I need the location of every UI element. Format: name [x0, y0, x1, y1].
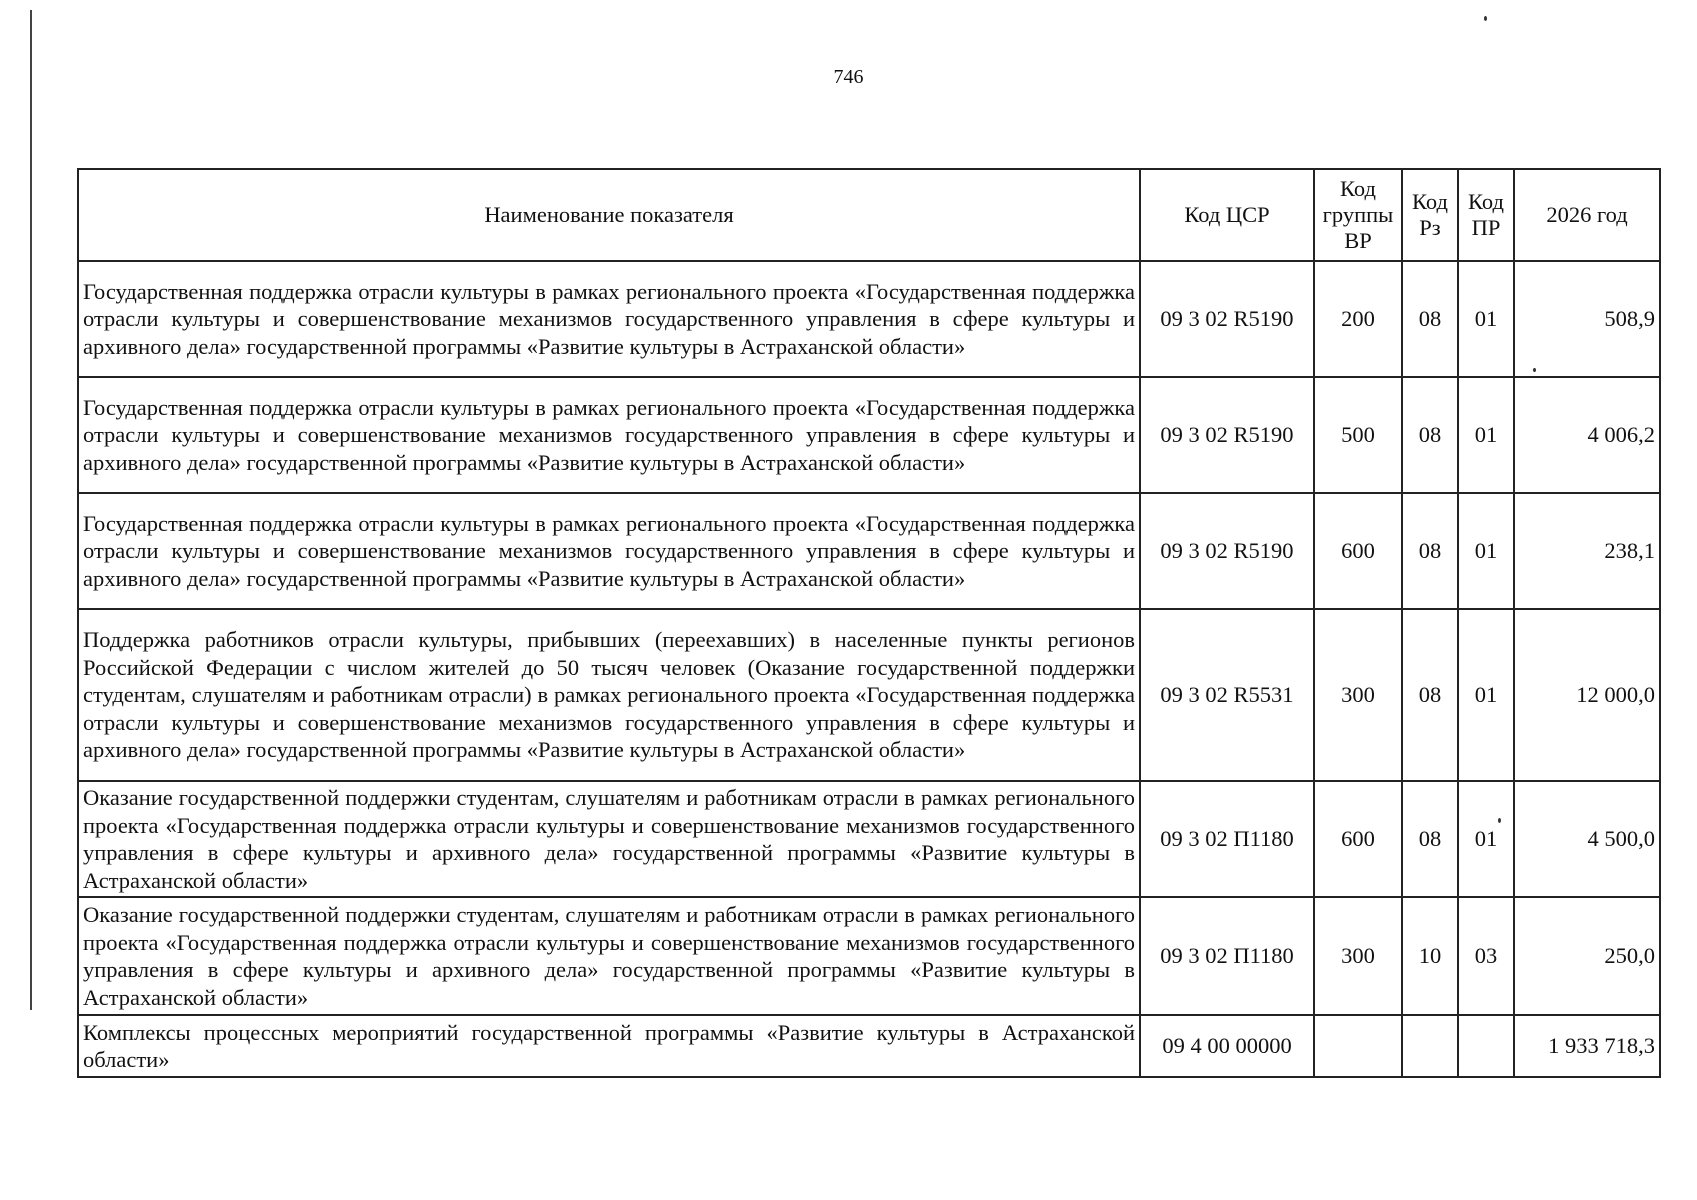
- table-row: [78, 781, 1660, 897]
- row-rz-code: 08: [1402, 377, 1458, 493]
- scan-speck: [1484, 16, 1487, 21]
- table-row: [78, 377, 1660, 493]
- row-csr-code: 09 3 02 П1180: [1140, 897, 1314, 1015]
- page-number: 746: [833, 66, 864, 88]
- row-vr-code: 300: [1314, 897, 1402, 1015]
- row-rz-code: [1402, 1015, 1458, 1077]
- row-vr-code: 500: [1314, 377, 1402, 493]
- row-name: Государственная поддержка отрасли культуры в рамках регионального проекта «Государственная поддержка отрасли культуры и совершенствование механизмов государственного управления в сфере культуры и архивного дела» государственной программы «Развитие культуры в Астраханской области»: [78, 261, 1140, 377]
- row-pr-code: 01: [1458, 377, 1514, 493]
- header-vr-group-code: Код группы ВР: [1314, 169, 1402, 261]
- row-csr-code: 09 4 00 00000: [1140, 1015, 1314, 1077]
- row-pr-code: 01: [1458, 781, 1514, 897]
- row-vr-code: 600: [1314, 781, 1402, 897]
- row-rz-code: 08: [1402, 609, 1458, 781]
- row-rz-code: 10: [1402, 897, 1458, 1015]
- row-amount: 4 006,2: [1514, 377, 1660, 493]
- row-name: Оказание государственной поддержки студентам, слушателям и работникам отрасли в рамках регионального проекта «Государственная поддержка отрасли культуры и совершенствование механизмов государственного управления в сфере культуры и архивного дела» государственной программы «Развитие культуры в Астраханской области»: [78, 897, 1140, 1015]
- row-vr-code: 300: [1314, 609, 1402, 781]
- row-pr-code: 01: [1458, 261, 1514, 377]
- row-pr-code: [1458, 1015, 1514, 1077]
- row-amount: 238,1: [1514, 493, 1660, 609]
- header-name: Наименование показателя: [78, 169, 1140, 261]
- table-row: [78, 897, 1660, 1015]
- row-csr-code: 09 3 02 R5190: [1140, 261, 1314, 377]
- row-vr-code: [1314, 1015, 1402, 1077]
- table-row: [78, 1015, 1660, 1077]
- header-pr-code: Код ПР: [1458, 169, 1514, 261]
- table-row: [78, 609, 1660, 781]
- table-row: [78, 493, 1660, 609]
- budget-table: [77, 168, 1661, 1078]
- row-amount: 12 000,0: [1514, 609, 1660, 781]
- row-csr-code: 09 3 02 R5190: [1140, 493, 1314, 609]
- row-vr-code: 200: [1314, 261, 1402, 377]
- row-name: Государственная поддержка отрасли культуры в рамках регионального проекта «Государственная поддержка отрасли культуры и совершенствование механизмов государственного управления в сфере культуры и архивного дела» государственной программы «Развитие культуры в Астраханской области»: [78, 493, 1140, 609]
- row-pr-code: 03: [1458, 897, 1514, 1015]
- scan-edge-line: [30, 10, 32, 1010]
- header-row: [78, 169, 1660, 261]
- row-rz-code: 08: [1402, 493, 1458, 609]
- row-rz-code: 08: [1402, 781, 1458, 897]
- row-pr-code: 01: [1458, 609, 1514, 781]
- row-amount: 4 500,0: [1514, 781, 1660, 897]
- row-name: Государственная поддержка отрасли культуры в рамках регионального проекта «Государственная поддержка отрасли культуры и совершенствование механизмов государственного управления в сфере культуры и архивного дела» государственной программы «Развитие культуры в Астраханской области»: [78, 377, 1140, 493]
- row-vr-code: 600: [1314, 493, 1402, 609]
- header-rz-code: Код Рз: [1402, 169, 1458, 261]
- row-amount: 508,9: [1514, 261, 1660, 377]
- header-csr-code: Код ЦСР: [1140, 169, 1314, 261]
- row-name: Комплексы процессных мероприятий государственной программы «Развитие культуры в Астраханской области»: [78, 1015, 1140, 1077]
- row-pr-code: 01: [1458, 493, 1514, 609]
- row-csr-code: 09 3 02 R5190: [1140, 377, 1314, 493]
- row-name: Оказание государственной поддержки студентам, слушателям и работникам отрасли в рамках регионального проекта «Государственная поддержка отрасли культуры и совершенствование механизмов государственного управления в сфере культуры и архивного дела» государственной программы «Развитие культуры в Астраханской области»: [78, 781, 1140, 897]
- row-rz-code: 08: [1402, 261, 1458, 377]
- row-amount: 250,0: [1514, 897, 1660, 1015]
- row-name: Поддержка работников отрасли культуры, прибывших (переехавших) в населенные пункты регионов Российской Федерации с числом жителей до 50 тысяч человек (Оказание государственной поддержки студентам, слушателям и работникам отрасли) в рамках регионального проекта «Государственная поддержка отрасли культуры и совершенствование механизмов государственного управления в сфере культуры и архивного дела» государственной программы «Развитие культуры в Астраханской области»: [78, 609, 1140, 781]
- row-csr-code: 09 3 02 R5531: [1140, 609, 1314, 781]
- table-row: [78, 261, 1660, 377]
- row-csr-code: 09 3 02 П1180: [1140, 781, 1314, 897]
- header-year-2026: 2026 год: [1514, 169, 1660, 261]
- row-amount: 1 933 718,3: [1514, 1015, 1660, 1077]
